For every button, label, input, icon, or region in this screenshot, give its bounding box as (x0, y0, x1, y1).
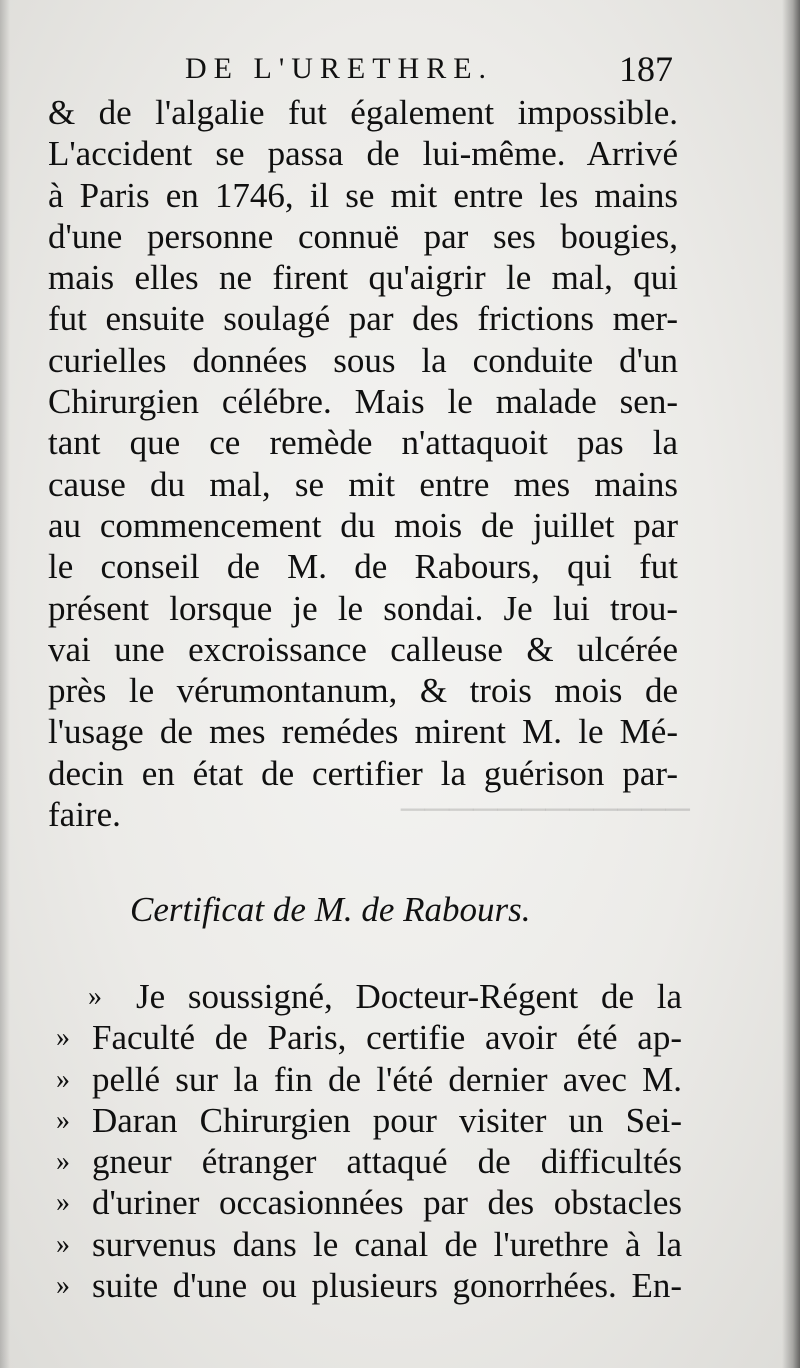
quote-mark: » (56, 1022, 70, 1054)
certificate-line-text: pellé sur la fin de l'été dernier avec M. (92, 1059, 682, 1099)
text-line: vai une excroissance calleuse & ulcérée (48, 629, 678, 669)
text-line: Chirurgien célébre. Mais le malade sen- (48, 382, 678, 422)
running-title: DE L'URETHRE. (185, 52, 494, 85)
certificate-line-text: d'uriner occasionnées par des obstacles (92, 1183, 682, 1223)
quote-mark: » (56, 1063, 70, 1095)
certificate-heading: Certificat de M. de Rabours. (130, 890, 531, 929)
text-line: au commencement du mois de juillet par (48, 505, 678, 545)
certificate-line (56, 1100, 682, 1141)
text-line: L'accident se passa de lui-même. Arrivé (48, 134, 678, 174)
text-line: le conseil de M. de Rabours, qui fut (48, 547, 678, 587)
text-line: faire. (48, 795, 121, 835)
certificate-line-text: suite d'une ou plusieurs gonorrhées. En- (92, 1266, 682, 1306)
main-paragraph (48, 92, 678, 835)
certificate-line-text: Je soussigné, Docteur-Régent de la (136, 977, 682, 1016)
text-line: mais elles ne firent qu'aigrir le mal, qui (48, 258, 678, 298)
text-line: d'une personne connuë par ses bougies, (48, 216, 678, 256)
certificate-line (56, 1224, 682, 1265)
quote-mark: » (56, 1187, 70, 1219)
text-line: fut ensuite soulagé par des frictions mer- (48, 299, 678, 339)
text-line: présent lorsque je le sondai. Je lui trou- (48, 588, 678, 628)
quote-mark: » (56, 1270, 70, 1302)
quote-mark: » (88, 981, 102, 1012)
quote-mark: » (56, 1104, 70, 1136)
text-line: à Paris en 1746, il se mit entre les mains (48, 175, 678, 215)
text-line: près le vérumontanum, & trois mois de (48, 671, 678, 711)
certificate-line (56, 1265, 682, 1306)
quote-mark: » (56, 1228, 70, 1260)
show-through-texture: ──────────── (400, 791, 690, 828)
text-line: tant que ce remède n'attaquoit pas la (48, 423, 678, 463)
page-number: 187 (619, 49, 673, 89)
certificate-line-text: Faculté de Paris, certifie avoir été ap- (92, 1018, 682, 1058)
text-line: & de l'algalie fut également impossible. (48, 93, 678, 132)
certificate-line (56, 1182, 682, 1223)
page-header (185, 46, 685, 96)
certificate-line-text: survenus dans le canal de l'urethre à la (92, 1224, 682, 1264)
certificate-line (56, 1059, 682, 1100)
certificate-line (56, 1017, 682, 1058)
certificate-line-text: Daran Chirurgien pour visiter un Sei- (92, 1100, 682, 1140)
text-line: l'usage de mes remédes mirent M. le Mé- (48, 712, 678, 752)
text-line: curielles données sous la conduite d'un (48, 340, 678, 380)
text-line: cause du mal, se mit entre mes mains (48, 464, 678, 504)
certificate-line (56, 1141, 682, 1182)
text-line: decin en état de certifier la guérison par- (48, 753, 678, 793)
quote-mark: » (56, 1146, 70, 1178)
page-right-shadow (782, 0, 800, 1368)
certificate-line-text: gneur étranger attaqué de difficultés (92, 1142, 682, 1182)
certificate-text (56, 976, 682, 1306)
page-left-shadow (0, 0, 10, 1368)
certificate-line (56, 976, 682, 1017)
